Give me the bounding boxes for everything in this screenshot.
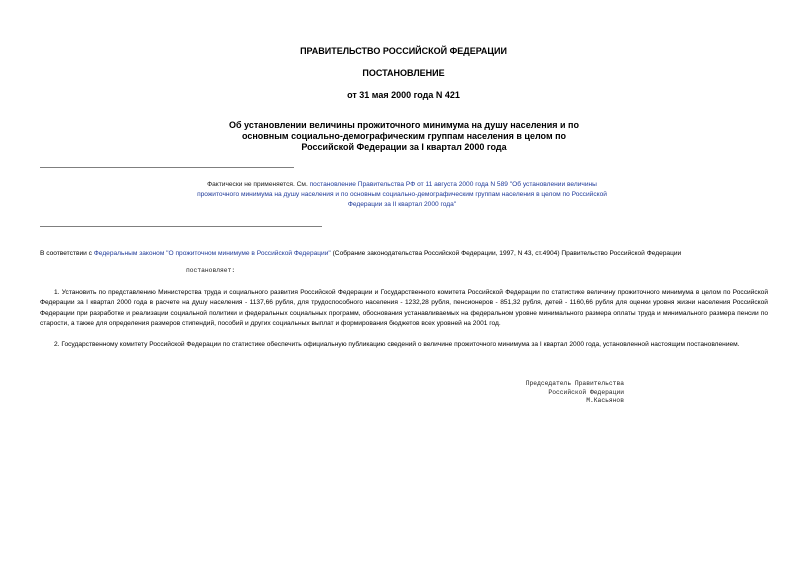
preamble-law-link[interactable]: Федеральным законом "О прожиточном минимуме в Российской Федерации": [93, 250, 331, 257]
decree-item-1: 1. Установить по представлению Министерства труда и социального развития Российской Федерации и Государственного комитета Российской Федерации по статистике величину прожиточного минимума в целом по Российской Федерации за I квартал 2000 года в расчете на душу населения - 1137,66 рубля, для трудоспособного населения - 1232,28 рубля, пенсионеров - 851,32 рубля, детей - 1160,66 рубля для оценки уровня жизни населения Российской Федерации при разработке и реализации социальной политики и федеральных социальных программ, обоснования устанавливаемых на федеральном уровне минимального размера оплаты труда и минимального размера пенсии по старости, а также для определения размеров стипендий, пособий и других социальных выплат и формирования бюджетов всех уровней на 2001 год.: [40, 289, 768, 328]
signature-block: [516, 380, 624, 406]
signature-name: М.Касьянов: [586, 397, 624, 405]
applicability-note: [190, 180, 614, 211]
signature-organization: Российской Федерации: [548, 388, 624, 396]
signature-position: Председатель Правительства: [525, 380, 624, 387]
document-date-number: от 31 мая 2000 года N 421: [347, 90, 460, 100]
note-prefix: Фактически не применяется. См.: [207, 181, 310, 188]
document-subject: Об установлении величины прожиточного минимума на душу населения и по основным социально-демографическим группам населения в целом по Российской Федерации за I квартал 2000 года: [229, 120, 579, 152]
preamble-suffix: (Собрание законодательства Российской Федерации, 1997, N 43, ст.4904) Правительство Российской Федерации: [330, 250, 682, 257]
document-type: ПОСТАНОВЛЕНИЕ: [362, 68, 445, 78]
preamble: [40, 249, 770, 259]
divider-top: [40, 167, 294, 168]
note-link[interactable]: постановление Правительства РФ от 11 августа 2000 года N 589 "Об установлении величины прожиточного минимума на душу населения и по основным социально-демографическим группам населения в целом по Российской Федерации за II квартал 2000 года": [197, 181, 607, 209]
government-title: ПРАВИТЕЛЬСТВО РОССИЙСКОЙ ФЕДЕРАЦИИ: [300, 46, 507, 56]
decree-item-2: 2. Государственному комитету Российской Федерации по статистике обеспечить официальную публикацию сведений о величине прожиточного минимума за I квартал 2000 года, установленной настоящим постановлением.: [54, 341, 740, 348]
divider-bottom: [40, 226, 322, 227]
preamble-prefix: В соответствии с: [40, 250, 94, 257]
decree-word: постановляет:: [186, 267, 236, 274]
